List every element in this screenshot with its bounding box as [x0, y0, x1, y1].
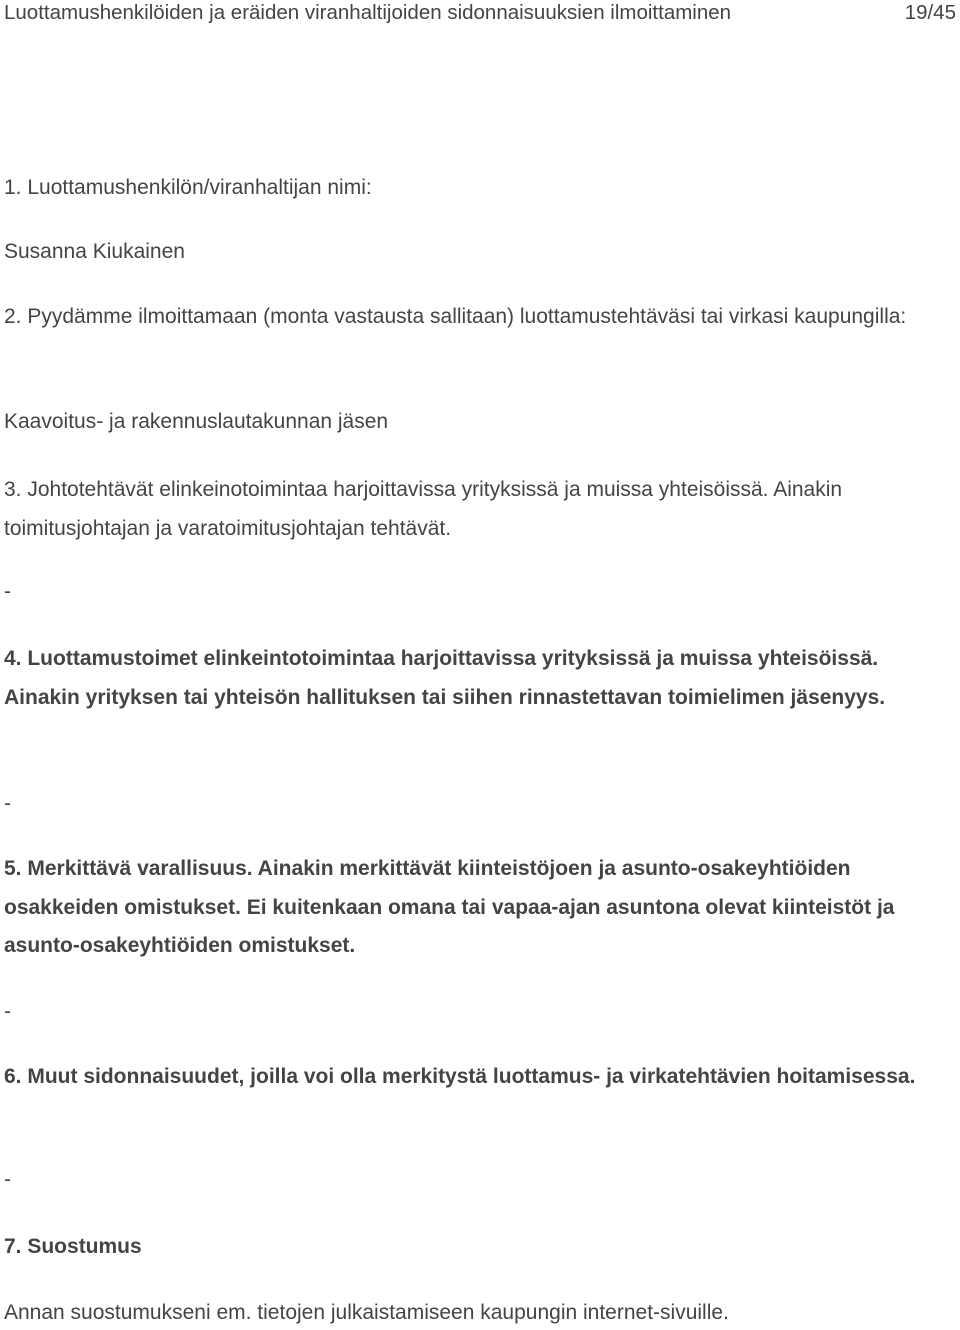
- question-7: 7. Suostumus: [4, 1235, 142, 1258]
- answer-2: Kaavoitus- ja rakennuslautakunnan jäsen: [4, 410, 389, 433]
- answer-7: Annan suostumukseni em. tietojen julkaistamiseen kaupungin internet-sivuille.: [4, 1301, 729, 1324]
- answer-1: Susanna Kiukainen: [4, 240, 185, 263]
- answer-6: -: [4, 1168, 11, 1191]
- answer-5: -: [4, 1000, 11, 1023]
- document-title: Luottamushenkilöiden ja eräiden viranhaltijoiden sidonnaisuuksien ilmoittaminen: [4, 1, 732, 24]
- question-5: 5. Merkittävä varallisuus. Ainakin merkittävät kiinteistöjoen ja asunto-osakeyhtiöiden osakkeiden omistukset. Ei kuitenkaan omana tai vapaa-ajan asuntona olevat kiinteistöt ja asunto-osakeyhtiöiden omistukset.: [4, 857, 895, 957]
- question-1: 1. Luottamushenkilön/viranhaltijan nimi:: [4, 176, 372, 199]
- answer-3: -: [4, 580, 11, 603]
- page-header: [0, 0, 960, 26]
- question-6: 6. Muut sidonnaisuudet, joilla voi olla merkitystä luottamus- ja virkatehtävien hoitamisessa.: [4, 1065, 916, 1088]
- page-number: 19/45: [904, 1, 956, 24]
- question-2: 2. Pyydämme ilmoittamaan (monta vastausta sallitaan) luottamustehtäväsi tai virkasi kaupungilla:: [4, 305, 907, 328]
- question-4: 4. Luottamustoimet elinkeintotoimintaa harjoittavissa yrityksissä ja muissa yhteisöissä. Ainakin yrityksen tai yhteisön hallituksen tai siihen rinnastettavan toimielimen jäsenyys.: [4, 647, 886, 709]
- question-3: 3. Johtotehtävät elinkeinotoimintaa harjoittavissa yrityksissä ja muissa yhteisöissä. Ainakin toimitusjohtajan ja varatoimitusjohtajan tehtävät.: [4, 478, 843, 540]
- answer-4: -: [4, 792, 11, 815]
